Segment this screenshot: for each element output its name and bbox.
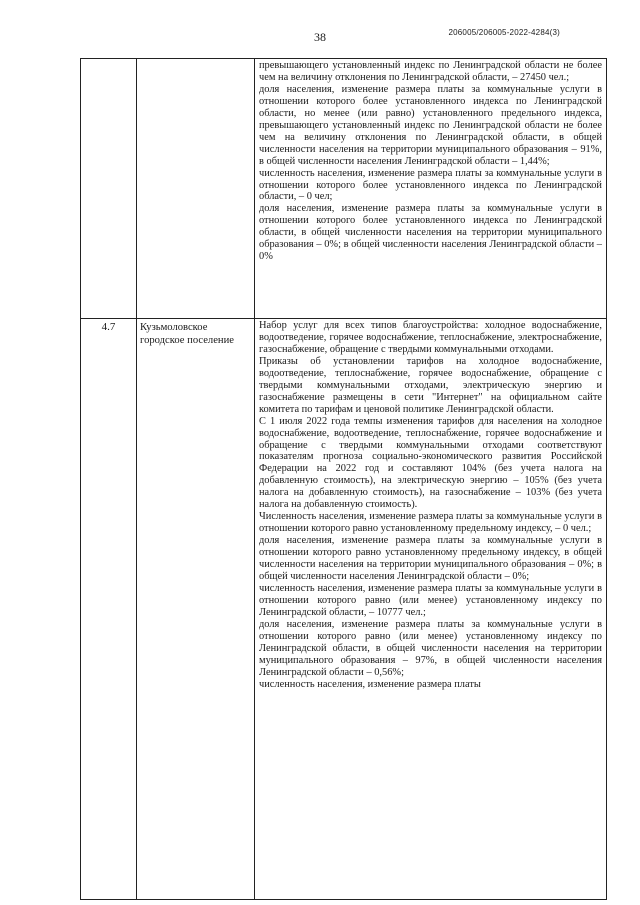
paragraph: доля населения, изменение размера платы за коммунальные услуги в отношении которого равно установленному предельному индексу, в общей численности населения на территории муниципального образования – 0%; в общей численности населения Ленинградской области – 0%; <box>259 535 602 583</box>
paragraph: численность населения, изменение размера платы за коммунальные услуги в отношении которого более установленного индекса по Ленинградской области, – 0 чел; <box>259 167 602 203</box>
row-number-cell: 4.7 <box>81 319 137 900</box>
description-cell <box>255 319 607 900</box>
paragraph: превышающего установленный индекс по Ленинградской области не более чем на величину отклонения по Ленинградской области, – 27450 чел.; <box>259 60 602 83</box>
paragraph: С 1 июля 2022 года темпы изменения тарифов для населения на холодное водоснабжение, водоотведение, теплоснабжение, горячее водоснабжение и обращение с твердыми коммунальными отходами соответствуют показателям прогноза социально-экономического развития Российской Федерации на 2022 год и составляют 104% (без учета налога на добавленную стоимость), на электрическую энергию – 105% (без учета налога на добавленную стоимость), на газоснабжение – 103% (без учета налога на добавленную стоимость). <box>259 415 602 511</box>
row-number-cell <box>81 59 137 319</box>
table-row <box>81 59 607 319</box>
paragraph: доля населения, изменение размера платы за коммунальные услуги в отношении которого более установленного индекса по Ленинградской области, но менее (или равно) установленного предельного индекса, превышающего установленный индекс по Ленинградской области не более чем на величину отклонения по Ленинградской области, в общей численности населения на территории муниципального образования – 91%, в общей численности населения Ленинградской области – 1,44%; <box>259 83 602 167</box>
municipality-cell <box>137 59 255 319</box>
page-number: 38 <box>314 30 326 44</box>
paragraph: доля населения, изменение размера платы за коммунальные услуги в отношении которого равно (или менее) установленному индексу по Ленинградской области, в общей численности населения на территории муниципального образования – 97%, в общей численности населения Ленинградской области – 0,56%; <box>259 618 602 678</box>
paragraph: Набор услуг для всех типов благоустройства: холодное водоснабжение, водоотведение, горячее водоснабжение, теплоснабжение, электроснабжение, газоснабжение, обращение с твердыми коммунальными отходами. <box>259 320 602 355</box>
paragraph: Приказы об установлении тарифов на холодное водоснабжение, водоотведение, теплоснабжение, горячее водоснабжение, обращение с твердыми коммунальными отходами, электрическую энергию и газоснабжение размещены в сети "Интернет" на официальном сайте комитета по тарифам и ценовой политике Ленинградской области. <box>259 355 602 415</box>
paragraph: доля населения, изменение размера платы за коммунальные услуги в отношении которого более установленного индекса по Ленинградской области, в общей численности населения на территории муниципального образования – 0%; в общей численности населения Ленинградской области – 0% <box>259 203 602 263</box>
description-cell <box>255 59 607 319</box>
paragraph: Численность населения, изменение размера платы за коммунальные услуги в отношении которого равно установленному предельному индексу, – 0 чел.; <box>259 511 602 535</box>
table-row <box>81 319 607 900</box>
municipality-cell: Кузьмоловское городское поселение <box>137 319 255 900</box>
document-code: 206005/206005-2022-4284(3) <box>448 28 560 37</box>
tariff-table <box>80 58 607 900</box>
paragraph: численность населения, изменение размера платы за коммунальные услуги в отношении которого равно (или менее) установленному индексу по Ленинградской области, – 10777 чел.; <box>259 582 602 618</box>
paragraph: численность населения, изменение размера платы <box>259 678 481 690</box>
